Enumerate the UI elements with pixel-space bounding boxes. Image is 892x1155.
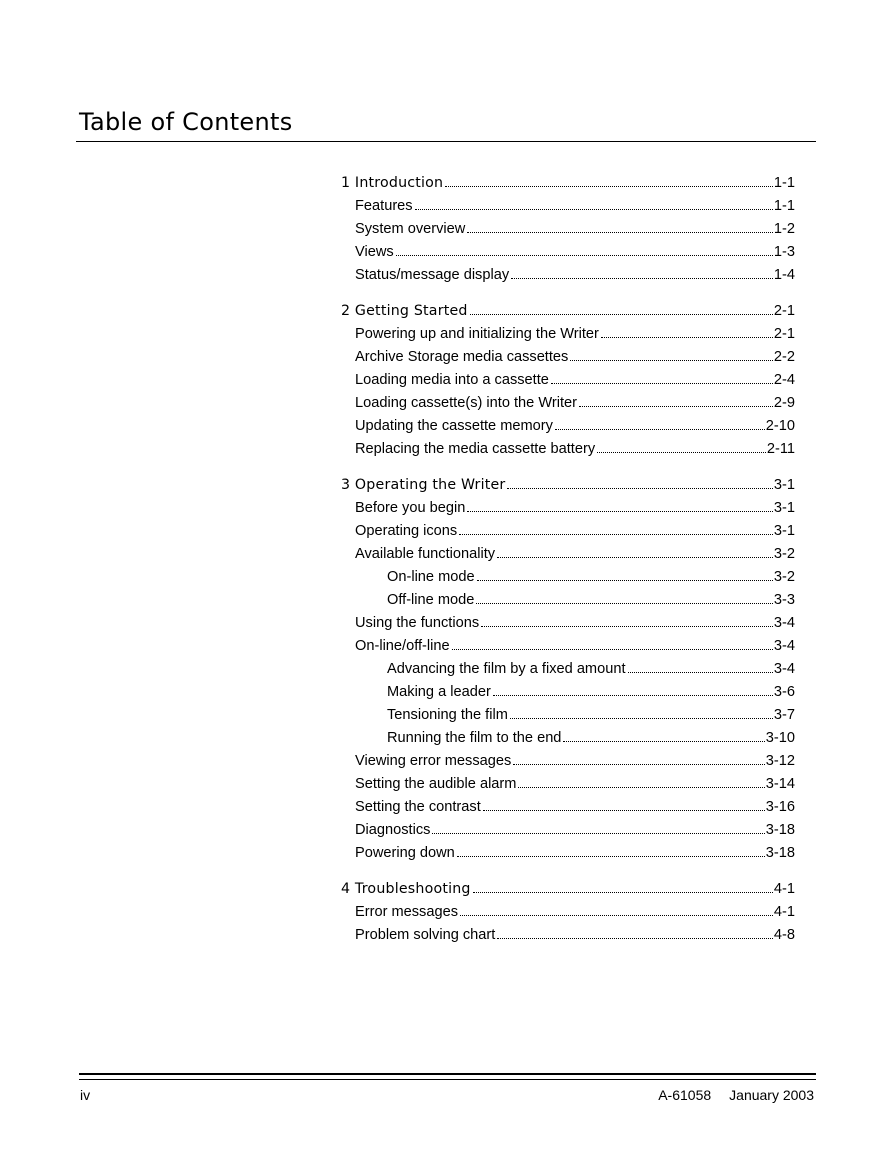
toc-entry-level-2[interactable]	[341, 516, 795, 539]
dot-leader	[513, 763, 765, 765]
toc-entry-label: Off-line mode	[387, 592, 475, 608]
footer-divider-thick	[79, 1073, 816, 1075]
toc-entry-label: Operating icons	[355, 523, 458, 539]
toc-entry-page: 2-10	[765, 418, 795, 434]
dot-leader	[415, 208, 773, 210]
toc-entry-page: 3-1	[773, 477, 795, 493]
dot-leader	[551, 382, 773, 384]
dot-leader	[445, 185, 773, 187]
toc-entry-page: 1-3	[773, 244, 795, 260]
toc-entry-level-2[interactable]	[341, 191, 795, 214]
toc-entry-label: Making a leader	[387, 684, 491, 700]
toc-entry-level-3[interactable]	[341, 562, 795, 585]
toc-entry-label: Loading media into a cassette	[355, 372, 549, 388]
toc-entry-level-1[interactable]	[341, 295, 795, 319]
toc-entry-level-3[interactable]	[341, 654, 795, 677]
dot-leader	[477, 579, 773, 581]
dot-leader	[432, 832, 764, 834]
dot-leader	[518, 786, 764, 788]
dot-leader	[563, 740, 764, 742]
toc-entry-page: 3-4	[773, 661, 795, 677]
toc-entry-level-2[interactable]	[341, 631, 795, 654]
toc-entry-page: 1-4	[773, 267, 795, 283]
toc-entry-label: Replacing the media cassette battery	[355, 441, 596, 457]
toc-entry-label: Viewing error messages	[355, 753, 512, 769]
toc-entry-label: Setting the contrast	[355, 799, 481, 815]
toc-entry-page: 1-1	[773, 175, 795, 191]
toc-entry-level-2[interactable]	[341, 493, 795, 516]
toc-entry-label: Loading cassette(s) into the Writer	[355, 395, 577, 411]
toc-entry-level-1[interactable]	[341, 469, 795, 493]
dot-leader	[601, 336, 773, 338]
toc-entry-level-2[interactable]	[341, 539, 795, 562]
dot-leader	[481, 625, 773, 627]
dot-leader	[483, 809, 765, 811]
toc-entry-level-2[interactable]	[341, 214, 795, 237]
toc-entry-level-2[interactable]	[341, 920, 795, 943]
toc-entry-page: 2-2	[773, 349, 795, 365]
toc-entry-level-2[interactable]	[341, 260, 795, 283]
toc-entry-level-1[interactable]	[341, 167, 795, 191]
toc-entry-page: 3-16	[765, 799, 795, 815]
toc-entry-page: 3-6	[773, 684, 795, 700]
toc-entry-page: 2-11	[766, 441, 795, 457]
dot-leader	[497, 937, 773, 939]
title-divider	[76, 141, 816, 142]
toc-entry-page: 3-7	[773, 707, 795, 723]
dot-leader	[457, 855, 765, 857]
toc-entry-page: 1-2	[773, 221, 795, 237]
dot-leader	[452, 648, 773, 650]
toc-entry-level-2[interactable]	[341, 838, 795, 861]
toc-entry-label: Using the functions	[355, 615, 480, 631]
dot-leader	[510, 717, 773, 719]
toc-entry-label: Available functionality	[355, 546, 496, 562]
footer-divider-thin	[79, 1079, 816, 1080]
toc-entry-label: Status/message display	[355, 267, 510, 283]
toc-entry-level-2[interactable]	[341, 411, 795, 434]
dot-leader	[570, 359, 773, 361]
dot-leader	[467, 231, 773, 233]
dot-leader	[579, 405, 773, 407]
dot-leader	[511, 277, 773, 279]
dot-leader	[597, 451, 766, 453]
footer-page-number: iv	[80, 1087, 91, 1103]
toc-entry-level-2[interactable]	[341, 815, 795, 838]
toc-entry-label: Running the film to the end	[387, 730, 562, 746]
dot-leader	[473, 891, 773, 893]
toc-entry-label: Powering up and initializing the Writer	[355, 326, 599, 342]
toc-entry-page: 3-4	[773, 638, 795, 654]
dot-leader	[476, 602, 773, 604]
toc-entry-level-2[interactable]	[341, 319, 795, 342]
footer-date: January 2003	[729, 1087, 814, 1103]
toc-entry-page: 4-1	[773, 881, 795, 897]
toc-entry-level-3[interactable]	[341, 585, 795, 608]
toc-entry-level-2[interactable]	[341, 897, 795, 920]
footer-doc-number: A-61058	[658, 1087, 712, 1103]
toc-entry-label: Setting the audible alarm	[355, 776, 517, 792]
toc-entry-label: Features	[355, 198, 413, 214]
dot-leader	[470, 313, 773, 315]
toc-entry-page: 3-1	[773, 523, 795, 539]
toc-entry-page: 2-1	[773, 326, 795, 342]
dot-leader	[507, 487, 772, 489]
dot-leader	[460, 914, 773, 916]
toc-entry-page: 2-9	[773, 395, 795, 411]
toc-entry-page: 4-8	[773, 927, 795, 943]
toc-entry-label: 4 Troubleshooting	[341, 881, 471, 897]
toc-entry-level-2[interactable]	[341, 388, 795, 411]
toc-entry-page: 3-3	[773, 592, 795, 608]
table-of-contents	[341, 167, 795, 943]
toc-entry-page: 3-1	[773, 500, 795, 516]
toc-entry-level-2[interactable]	[341, 608, 795, 631]
toc-entry-page: 3-18	[765, 845, 795, 861]
toc-entry-page: 3-10	[765, 730, 795, 746]
toc-entry-level-2[interactable]	[341, 746, 795, 769]
toc-entry-label: 3 Operating the Writer	[341, 477, 506, 493]
toc-entry-level-2[interactable]	[341, 434, 795, 457]
toc-entry-level-2[interactable]	[341, 792, 795, 815]
toc-entry-label: Powering down	[355, 845, 455, 861]
page-title: Table of Contents	[79, 108, 293, 136]
toc-entry-label: Tensioning the film	[387, 707, 508, 723]
toc-entry-page: 3-12	[765, 753, 795, 769]
toc-entry-label: Before you begin	[355, 500, 466, 516]
dot-leader	[459, 533, 773, 535]
toc-entry-page: 3-2	[773, 569, 795, 585]
toc-entry-page: 3-18	[765, 822, 795, 838]
footer-doc-info	[658, 1087, 814, 1103]
dot-leader	[628, 671, 773, 673]
toc-entry-level-3[interactable]	[341, 677, 795, 700]
toc-entry-label: On-line/off-line	[355, 638, 450, 654]
toc-entry-label: Problem solving chart	[355, 927, 496, 943]
toc-entry-label: Diagnostics	[355, 822, 431, 838]
toc-entry-level-3[interactable]	[341, 700, 795, 723]
toc-entry-label: 2 Getting Started	[341, 303, 468, 319]
toc-entry-page: 3-2	[773, 546, 795, 562]
toc-entry-page: 1-1	[773, 198, 795, 214]
toc-entry-label: Updating the cassette memory	[355, 418, 553, 434]
toc-entry-page: 2-1	[773, 303, 795, 319]
dot-leader	[493, 694, 773, 696]
toc-entry-level-2[interactable]	[341, 365, 795, 388]
toc-entry-label: 1 Introduction	[341, 175, 444, 191]
dot-leader	[467, 510, 773, 512]
toc-entry-level-2[interactable]	[341, 769, 795, 792]
dot-leader	[396, 254, 773, 256]
toc-entry-label: Archive Storage media cassettes	[355, 349, 569, 365]
toc-entry-level-2[interactable]	[341, 237, 795, 260]
toc-entry-label: Advancing the film by a fixed amount	[387, 661, 626, 677]
toc-entry-page: 3-4	[773, 615, 795, 631]
toc-entry-level-2[interactable]	[341, 342, 795, 365]
toc-entry-label: Views	[355, 244, 394, 260]
toc-entry-level-3[interactable]	[341, 723, 795, 746]
dot-leader	[497, 556, 773, 558]
toc-entry-page: 3-14	[765, 776, 795, 792]
toc-entry-label: System overview	[355, 221, 466, 237]
toc-entry-label: On-line mode	[387, 569, 475, 585]
toc-entry-label: Error messages	[355, 904, 458, 920]
toc-entry-page: 2-4	[773, 372, 795, 388]
dot-leader	[555, 428, 765, 430]
toc-entry-level-1[interactable]	[341, 873, 795, 897]
toc-entry-page: 4-1	[773, 904, 795, 920]
